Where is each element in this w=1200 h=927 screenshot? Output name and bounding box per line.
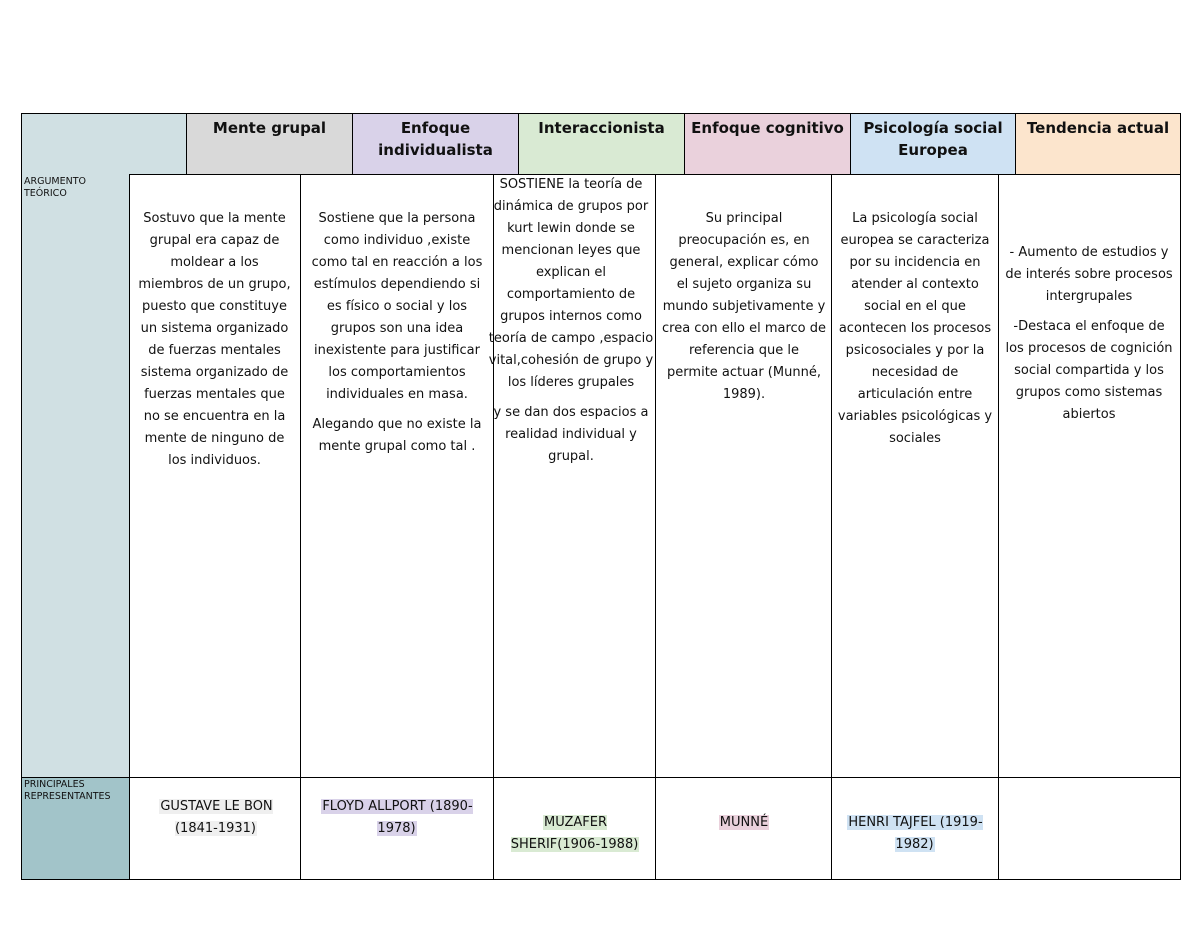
argument-psicologia-social-europea <box>837 208 993 450</box>
row-label-text: PRINCIPALES REPRESENTANTES <box>24 779 111 802</box>
representative-name: GUSTAVE LE BON (1841-1931) <box>160 799 273 836</box>
header-mente-grupal <box>186 113 353 175</box>
argument-text: y se dan dos espacios a realidad individual y grupal. <box>493 405 649 464</box>
representative-enfoque-individualista <box>308 796 486 840</box>
representative-name: MUZAFER SHERIF(1906-1988) <box>510 815 639 852</box>
argument-enfoque-cognitivo <box>662 208 826 406</box>
representative-name: MUNNÉ <box>719 815 769 830</box>
argument-interaccionista <box>488 174 654 468</box>
argument-mente-grupal <box>136 208 293 472</box>
argument-text: Sostuvo que la mente grupal era capaz de moldear a los miembros de un grupo, puesto que constituye un sistema organizado de fuerzas mentales sistema organizado de fuerzas mentales que no se encuentra en la mente de ninguno de los individuos. <box>138 211 291 468</box>
argument-enfoque-individualista <box>306 208 488 458</box>
argument-text: - Aumento de estudios y de interés sobre procesos intergrupales <box>1005 245 1173 304</box>
argument-text: Sostiene que la persona como individuo ,existe como tal en reacción a los estímulos dependiendo si es físico o social y los grupos son una idea inexistente para justificar los comportamientos individuales en masa. <box>311 211 483 402</box>
header-label: Enfoque cognitivo <box>691 119 844 137</box>
representative-enfoque-cognitivo <box>662 812 826 834</box>
representative-tendencia-actual <box>1003 812 1175 834</box>
header-interaccionista <box>518 113 685 175</box>
representative-psicologia-social-europea <box>837 812 993 856</box>
argument-text: Alegando que no existe la mente grupal como tal . <box>312 417 482 454</box>
row-label-text: ARGUMENTO TEÓRICO <box>24 176 87 199</box>
header-label: Psicología social Europea <box>863 119 1003 159</box>
argument-tendencia-actual <box>1003 242 1175 426</box>
header-enfoque-cognitivo <box>684 113 851 175</box>
representative-name <box>1088 815 1090 830</box>
argument-text: -Destaca el enfoque de los procesos de cognición social compartida y los grupos como sistemas abiertos <box>1005 319 1173 422</box>
header-label: Mente grupal <box>212 119 327 137</box>
header-tendencia-actual <box>1015 113 1181 175</box>
corner-cell <box>21 113 187 175</box>
representative-mente-grupal <box>146 796 286 840</box>
representative-interaccionista <box>500 812 650 856</box>
argument-text: SOSTIENE la teoría de dinámica de grupos por kurt lewin donde se mencionan leyes que explican el comportamiento de grupos internos como teoría de campo ,espacio vital,cohesión de grupo y los líderes grupales <box>488 177 654 390</box>
argument-text: Su principal preocupación es, en general, explicar cómo el sujeto organiza su mundo subjetivamente y crea con ello el marco de referencia que le permite actuar (Munné, 1989). <box>662 211 826 402</box>
representative-name: HENRI TAJFEL (1919-1982) <box>848 815 983 852</box>
row-label-representantes <box>21 777 130 880</box>
header-label: Tendencia actual <box>1026 119 1170 137</box>
header-enfoque-individualista <box>352 113 519 175</box>
header-label: Interaccionista <box>538 119 665 137</box>
header-psicologia-social-europea <box>850 113 1016 175</box>
header-label: Enfoque individualista <box>378 119 493 159</box>
row-label-argumento <box>21 174 130 777</box>
representative-name: FLOYD ALLPORT (1890-1978) <box>322 799 473 836</box>
argument-text: La psicología social europea se caracteriza por su incidencia en atender al contexto social en el que acontecen los procesos psicosociales y por la necesidad de articulación entre variables psicológicas y sociales <box>837 211 993 446</box>
